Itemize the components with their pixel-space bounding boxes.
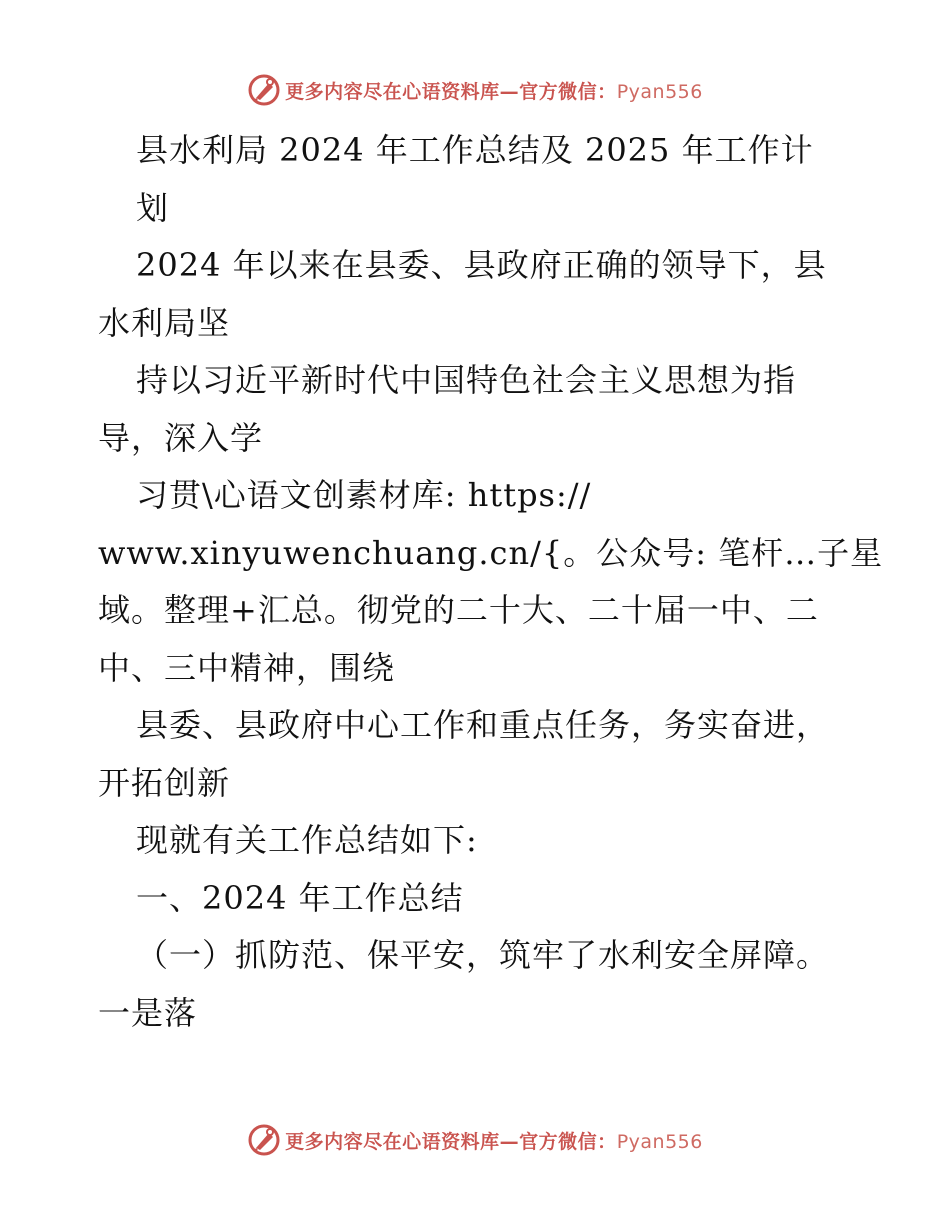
watermark-text: 更多内容尽在心语资料库—官方微信：Pyan556	[285, 80, 703, 103]
document-line: 一是落	[98, 993, 198, 1032]
document-body	[98, 122, 884, 1042]
pen-nib-logo-icon	[247, 73, 281, 107]
document-line: 习贯\心语文创素材库: https://	[136, 476, 592, 514]
watermark-text: 更多内容尽在心语资料库—官方微信：Pyan556	[285, 1130, 703, 1153]
footer-watermark	[0, 1120, 950, 1160]
document-line: 县委、县政府中心工作和重点任务，务实奋进，	[136, 706, 830, 744]
document-line: 开拓创新	[98, 763, 231, 802]
document-line: 一、2024 年工作总结	[136, 878, 464, 917]
document-line: （一）抓防范、保平安，筑牢了水利安全屏障。	[136, 936, 830, 974]
document-line: 现就有关工作总结如下:	[136, 821, 478, 859]
document-line: 中、三中精神，围绕	[98, 648, 396, 687]
document-line: 2024 年以来在县委、县政府正确的领导下，县	[136, 246, 827, 284]
document-line: 水利局坚	[98, 303, 231, 342]
document-line: 导，深入学	[98, 418, 264, 457]
document-line: www.xinyuwenchuang.cn/{。公众号: 笔杆…子星	[98, 533, 884, 572]
document-line: 持以习近平新时代中国特色社会主义思想为指	[136, 361, 797, 399]
pen-nib-logo-icon	[247, 1123, 281, 1157]
document-line: 县水利局 2024 年工作总结及 2025 年工作计	[136, 131, 814, 169]
document-line: 域。整理+汇总。彻党的二十大、二十届一中、二	[98, 591, 819, 629]
document-line: 划	[136, 188, 170, 227]
header-watermark	[0, 70, 950, 110]
